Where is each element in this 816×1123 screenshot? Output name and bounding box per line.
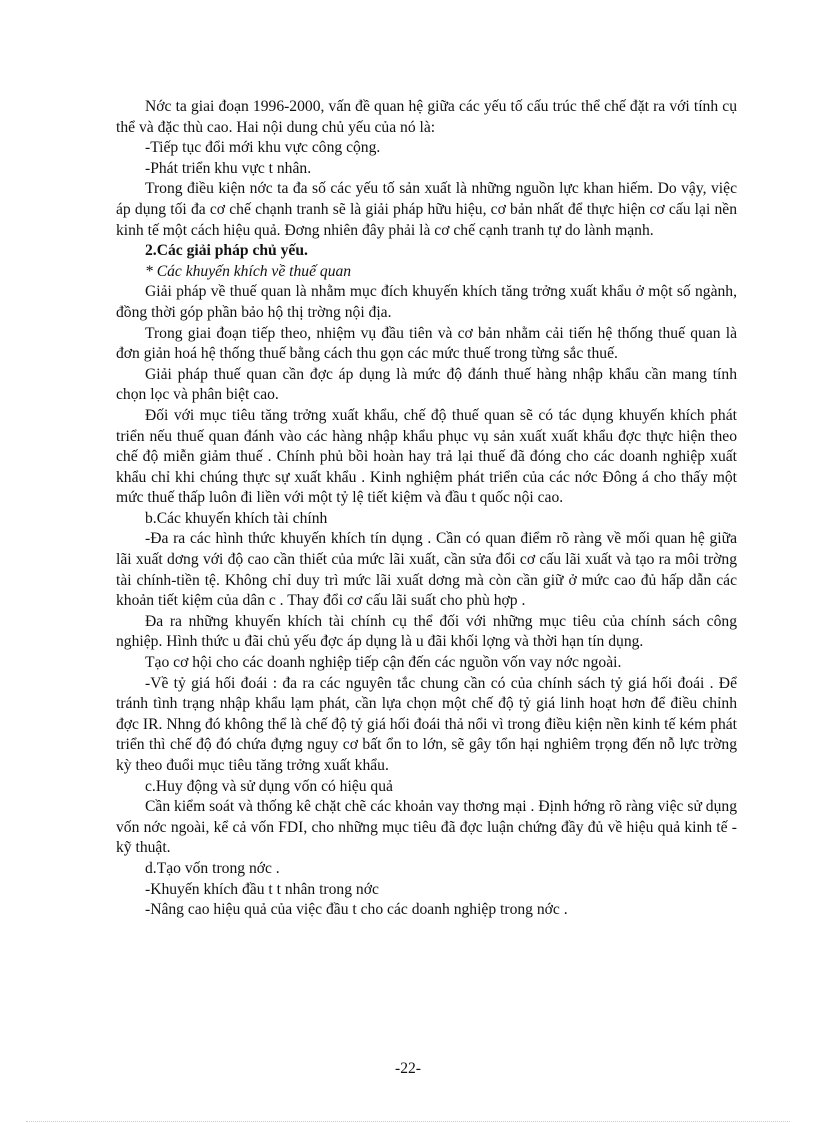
list-item: -Khuyến khích đầu t t nhân trong nớc xyxy=(145,880,379,898)
subsection-c: c.Huy động và sử dụng vốn có hiệu quả xyxy=(145,777,393,795)
list-item: -Phát triển khu vực t nhân. xyxy=(145,159,312,177)
list-item: -Tiếp tục đổi mới khu vực công cộng. xyxy=(145,139,381,157)
subsection-heading: * Các khuyến khích về thuế quan xyxy=(145,262,352,280)
paragraph-10: -Về tỷ giá hối đoái : đa ra các nguyên tắc chung cần có của chính sách tỷ giá hối đoái . Để tránh tình trạng nhập khẩu lạm phát, cần lựa chọn một chế độ tỷ giá linh hoạt hơn để điều chỉnh đợc IR. Nhng đó không thể là chế độ tỷ giá hối đoái thả nổi vì trong điều kiện nền kinh tế kém phát triển thì chế độ đó chứa đựng nguy cơ bất ổn to lớn, sẽ gây tổn hại nghiêm trọng đến nỗ lực trờng kỳ theo đuổi mục tiêu tăng trởng xuất khẩu. xyxy=(116,674,737,774)
document-body xyxy=(116,97,737,921)
paragraph-5: Giải pháp thuế quan cần đợc áp dụng là mức độ đánh thuế hàng nhập khẩu cần mang tính chọn lọc và phân biệt cao. xyxy=(116,365,737,404)
paragraph-8: Đa ra những khuyến khích tài chính cụ thể đối với những mục tiêu của chính sách công nghiệp. Hình thức u đãi chủ yếu đợc áp dụng là u đãi khối lợng và thời hạn tín dụng. xyxy=(116,612,737,651)
section-heading: 2.Các giải pháp chủ yếu. xyxy=(145,242,308,260)
paragraph-7: -Đa ra các hình thức khuyến khích tín dụng . Cần có quan điểm rõ ràng về mối quan hệ giữa lãi xuất dơng với độ cao cần thiết của mức lãi xuất, cần sửa đổi cơ cấu lãi xuất và tạo ra môi trờng tài chính-tiền tệ. Không chỉ duy trì mức lãi xuất dơng mà còn cần giữ ở mức cao đủ hấp dẫn các khoản tiết kiệm của dân c . Thay đổi cơ cấu lãi suất cho phù hợp . xyxy=(116,530,737,610)
paragraph-11: Cần kiểm soát và thống kê chặt chẽ các khoản vay thơng mại . Định hớng rõ ràng việc sử dụng vốn nớc ngoài, kể cả vốn FDI, cho những mục tiêu đã đợc luận chứng đầy đủ về hiệu quả kinh tế - kỹ thuật. xyxy=(116,798,737,857)
page-number: -22- xyxy=(395,1060,421,1077)
paragraph-1: Nớc ta giai đoạn 1996-2000, vấn đề quan hệ giữa các yếu tố cấu trúc thể chế đặt ra với tính cụ thể và đặc thù cao. Hai nội dung chủ yếu của nó là: xyxy=(116,98,737,136)
subsection-d: d.Tạo vốn trong nớc . xyxy=(145,859,280,877)
paragraph-4: Trong giai đoạn tiếp theo, nhiệm vụ đầu tiên và cơ bản nhằm cải tiến hệ thống thuế quan là đơn giản hoá hệ thống thuế bằng cách thu gọn các mức thuế trong từng sắc thuế. xyxy=(116,324,737,363)
page-bottom-divider xyxy=(26,1121,790,1122)
list-item: -Nâng cao hiệu quả của việc đầu t cho các doanh nghiệp trong nớc . xyxy=(145,901,568,919)
paragraph-3: Giải pháp về thuế quan là nhằm mục đích khuyến khích tăng trởng xuất khẩu ở một số ngành, đồng thời góp phần bảo hộ thị trờng nội địa. xyxy=(116,283,737,321)
subsection-b: b.Các khuyến khích tài chính xyxy=(145,509,328,527)
paragraph-2: Trong điều kiện nớc ta đa số các yếu tố sản xuất là những nguồn lực khan hiếm. Do vậy, việc áp dụng tối đa cơ chế chạnh tranh sẽ là giải pháp hữu hiệu, cơ bản nhất để thực hiện cơ cấu lại nền kinh tế một cách hiệu quả. Đơng nhiên đây phải là cơ chế cạnh tranh tự do lành mạnh. xyxy=(116,180,737,239)
paragraph-6: Đối với mục tiêu tăng trởng xuất khẩu, chế độ thuế quan sẽ có tác dụng khuyến khích phát triển nếu thuế quan đánh vào các hàng nhập khẩu phục vụ sản xuất xuất khẩu đợc thực hiện theo chế độ miễn giảm thuế . Chính phủ bồi hoàn hay trả lại thuế đã đóng cho các doanh nghiệp xuất khẩu chỉ khi chúng thực sự xuất khẩu . Kinh nghiệm phát triển của các nớc Đông á cho thấy một mức thuế thấp luôn đi liền với một tỷ lệ tiết kiệm và đầu t quốc nội cao. xyxy=(116,406,737,507)
paragraph-9: Tạo cơ hội cho các doanh nghiệp tiếp cận đến các nguồn vốn vay nớc ngoài. xyxy=(145,654,622,672)
